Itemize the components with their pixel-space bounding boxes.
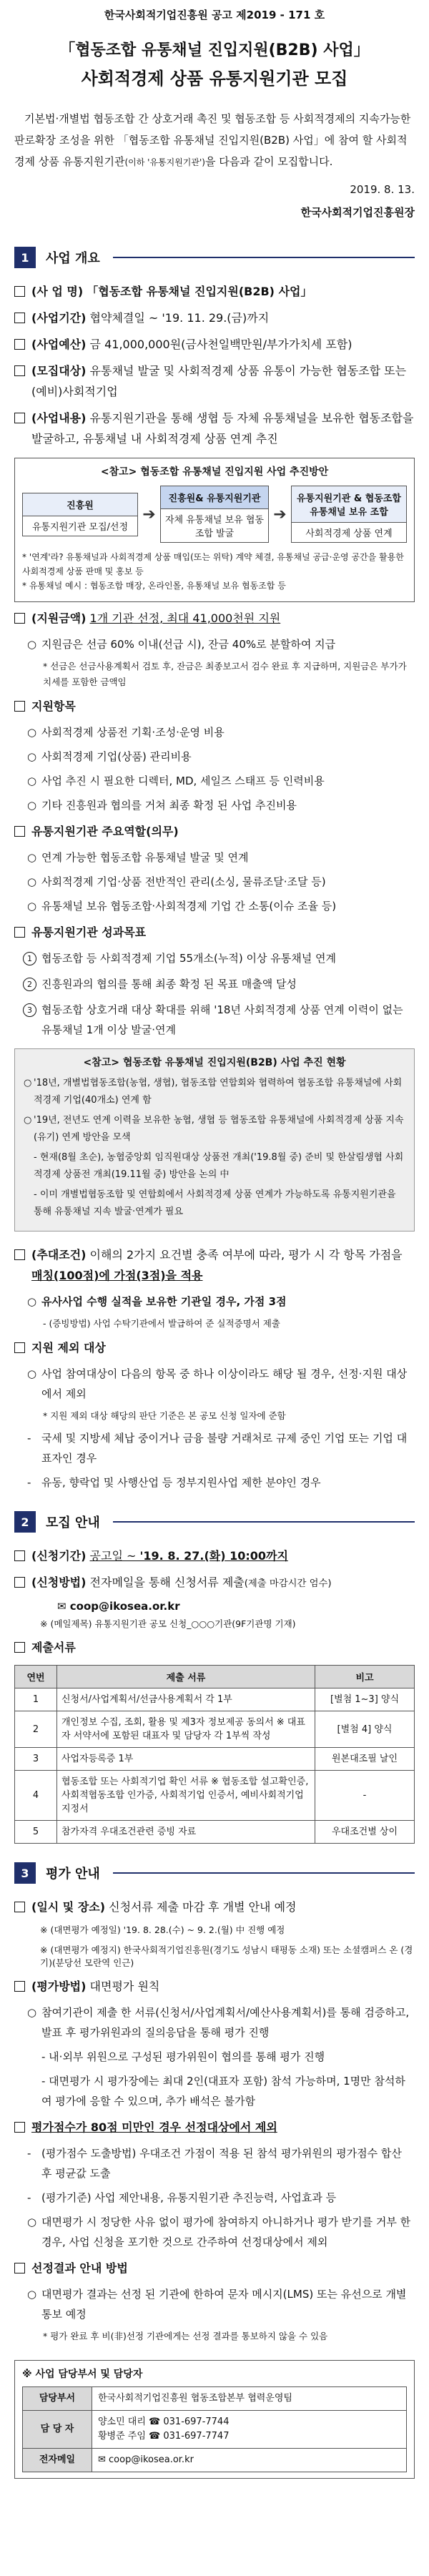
recruit-period: (신청기간) 공고일 ~ '19. 8. 27.(화) 10:00까지 xyxy=(14,1545,415,1566)
bullet-icon: ○ xyxy=(27,2288,37,2301)
table-header-row: 연번 제출 서류 비고 xyxy=(15,1666,415,1688)
eval-result: 선정결과 안내 방법 xyxy=(14,2258,415,2278)
restriction-item: - 국세 및 지방세 체납 중이거나 금융 불량 거래처로 규제 중인 기업 또는 기업 대표자인 경우 xyxy=(14,1428,415,1468)
notice-date: 2019. 8. 13. xyxy=(350,183,415,196)
checkbox-square-icon xyxy=(14,339,25,350)
bullet-icon: ○ xyxy=(27,1367,37,1380)
bullet-icon: ○ xyxy=(27,1295,37,1308)
bullet-icon: ○ xyxy=(27,799,37,812)
support-items: 지원항목 xyxy=(14,696,415,717)
intro-text-small: (이하 '유통지원기관') xyxy=(124,157,205,167)
bullet-icon: ○ xyxy=(24,1078,32,1088)
bullet-icon: - xyxy=(27,2191,31,2204)
checkbox-square-icon xyxy=(14,927,25,938)
recruit-email[interactable]: ✉ coop@ikosea.or.kr xyxy=(57,1600,180,1613)
bullet-icon: - xyxy=(27,1432,31,1445)
bullet-icon: - xyxy=(27,1476,31,1489)
bullet-icon: ○ xyxy=(27,851,37,864)
notice-number: 한국사회적기업진흥원 공고 제2019 - 171 호 xyxy=(104,9,325,21)
docs-table xyxy=(14,1665,415,1844)
eval-method-item: ○ 참여기관이 제출 한 서류(신청서/사업계획서/예산사용계획서)를 통해 검증하고, 발표 후 평가위원과의 질의응답을 통해 평가 진행 xyxy=(14,2002,415,2042)
bullet-icon: ○ xyxy=(27,2216,37,2228)
checkbox-square-icon xyxy=(14,2122,25,2133)
bullet-icon: ○ xyxy=(27,750,37,763)
section-number: 3 xyxy=(14,1862,36,1884)
checkbox-square-icon xyxy=(14,1902,25,1912)
eval-method-item: - 내·외부 위원으로 구성된 평가위원이 협의를 통해 평가 진행 xyxy=(41,2050,325,2063)
goal-item: 2 진흥원과의 협의를 통해 최종 확정 된 목표 매출액 달성 xyxy=(14,974,415,994)
diagram-flow xyxy=(22,486,407,543)
contact-box xyxy=(14,2360,415,2479)
eval-note: ※ (대면평가 예정일) '19. 8. 28.(수) ~ 9. 2.(월) 中 진행 예정 xyxy=(40,1924,285,1935)
recruit-method: (신청방법) 전자메일을 통해 신청서류 제출(제출 마감시간 엄수) xyxy=(14,1572,415,1594)
restriction-item: ○ 사업 참여대상이 다음의 항목 중 하나 이상이라도 해당 될 경우, 선정·지원 대상에서 제외 xyxy=(14,1364,415,1404)
intro-text-a: 기본법·개별법 협동조합 간 상호거래 촉진 및 협동조합 등 사회적경제의 지속가능한 판로확장 조성을 위한 「협동조합 유통채널 진입지원(B2B) 사업」에 참여 할 사회적경제 상품 유통지원기관 xyxy=(14,112,411,168)
table-row: 전자메일 ✉ coop@ikosea.or.kr xyxy=(23,2449,407,2472)
checkbox-square-icon xyxy=(14,286,25,297)
notice-title-line2: 사회적경제 상품 유통지원기관 모집 xyxy=(81,69,348,89)
eval-cutoff-item: ○ 대면평가 시 정당한 사유 없이 평가에 참여하지 아니하거나 평가 받기를 거부 한 경우, 사업 신청을 포기한 것으로 간주하여 선정대상에서 제외 xyxy=(14,2212,415,2252)
competition-note: - (증빙방법) 사업 수탁기관에서 발급하여 준 실적증명서 제출 xyxy=(43,1318,280,1329)
support-item: ○ 기타 진흥원과 협의를 거쳐 최종 확정 된 사업 추진비용 xyxy=(14,795,415,815)
overview-content: (사업내용) 유통지원기관을 통해 생협 등 자체 유통채널을 보유한 협동조합을 발굴하고, 유통채널 내 사회적경제 상품 연계 추진 xyxy=(14,408,415,449)
goals: 유통지원기관 성과목표 xyxy=(14,922,415,943)
diagram-node-2: 진흥원& 유통지원기관 자체 유통채널 보유 협동조합 발굴 xyxy=(160,486,269,543)
process-diagram xyxy=(14,458,415,602)
checkbox-square-icon xyxy=(14,613,25,624)
eval-method-item: - 대면평가 시 평가장에는 최대 2인(대표자 포함) 참석 가능하며, 1명만 참석하여 평가에 응할 수 있으며, 추가 배석은 불가함 xyxy=(41,2075,405,2108)
diagram-node-1: 진흥원 유통지원기관 모집/선정 xyxy=(22,493,138,536)
bullet-icon: ○ xyxy=(27,900,37,913)
section-rule xyxy=(113,257,415,258)
overview-budget: (사업예산) 금 41,000,000원(금사천일백만원/부가가치세 포함) xyxy=(14,334,415,355)
section-label: 모집 안내 xyxy=(46,1515,100,1530)
table-row: 4 협동조합 또는 사회적기업 확인 서류 ※ 협동조합 설고확인증, 사회적협동조합 인가증, 사회적기업 인증서, 예비사회적기업 지정서 - xyxy=(15,1771,415,1821)
table-row: 2 개인정보 수집, 조회, 활용 및 제3자 정보제공 동의서 ※ 대표자 서약서에 포함된 대표자 및 담당자 각 1부씩 작성 [별첨 4] 양식 xyxy=(15,1711,415,1748)
arrow-right-icon: ➔ xyxy=(142,505,156,523)
table-row: 1 신청서/사업계획서/선금사용계획서 각 1부 [별첨 1~3] 양식 xyxy=(15,1688,415,1711)
support-amount: (지원금액) 1개 기관 선정, 최대 41,000천원 지원 xyxy=(14,608,415,629)
contact-email[interactable]: ✉ coop@ikosea.or.kr xyxy=(92,2449,407,2472)
support-item: ○ 사업 추진 시 필요한 디렉터, MD, 세일즈 스태프 등 인력비용 xyxy=(14,771,415,791)
section-overview-header xyxy=(14,247,415,268)
bullet-icon: ○ xyxy=(27,875,37,888)
role-item: ○ 사회적경제 기업·상품 전반적인 관리(소싱, 물류조달·조달 등) xyxy=(14,872,415,892)
goal-item: 1 협동조합 등 사회적경제 기업 55개소(누적) 이상 유통채널 연계 xyxy=(14,948,415,968)
bullet-icon: ○ xyxy=(24,1115,32,1126)
docs-title: 제출서류 xyxy=(14,1637,415,1658)
eval-cutoff-item: - (평가기준) 사업 제안내용, 유통지원기관 추진능력, 사업효과 등 xyxy=(14,2188,415,2208)
eval-cutoff: 평가점수가 80점 미만인 경우 선정대상에서 제외 xyxy=(14,2117,415,2138)
diagram-node-3: 유통지원기관 & 협동조합 유통채널 보유 조합 사회적경제 상품 연계 xyxy=(291,486,407,543)
checkbox-square-icon xyxy=(14,2263,25,2273)
restriction-item: - 유동, 향락업 및 사행산업 등 정부지원사업 제한 분야인 경우 xyxy=(14,1473,415,1493)
checkbox-square-icon xyxy=(14,313,25,323)
eval-result-item: ○ 대면평가 결과는 선정 된 기관에 한하여 문자 메시지(LMS) 또는 유선으로 개별 통보 예정 xyxy=(14,2284,415,2324)
section-number: 2 xyxy=(14,1511,36,1533)
section-rule xyxy=(113,1521,415,1523)
checkbox-square-icon xyxy=(14,1550,25,1561)
eval-when: (일시 및 장소) 신청서류 제출 마감 후 개별 안내 예정 xyxy=(14,1897,415,1917)
bullet-icon: ○ xyxy=(27,726,37,739)
intro-paragraph xyxy=(14,108,415,173)
eval-result-note: * 평가 완료 후 비(非)선정 기관에게는 선정 결과를 통보하지 않을 수 있음 xyxy=(43,2331,328,2341)
role-item: ○ 유통채널 보유 협동조합·사회적경제 기업 간 소통(이슈 조율 등) xyxy=(14,896,415,916)
table-row: 3 사업자등록증 1부 원본대조필 날인 xyxy=(15,1748,415,1771)
checkbox-square-icon xyxy=(14,1577,25,1588)
checkbox-square-icon xyxy=(14,826,25,837)
circled-number-icon: 1 xyxy=(23,952,36,965)
checkbox-square-icon xyxy=(14,701,25,712)
eval-method: (평가방법) 대면평가 원칙 xyxy=(14,1976,415,1997)
diagram-notes: * '연계'라? 유통채널과 사회적경제 상품 매입(또는 위탁) 계약 체결, 유통채널 공급·운영 공간을 활용한 사회적경제 상품 판매 및 홍보 등 * 유통채널 예시 : 협동조합 매장, 온라인몰, 유통채널 보유 협동조합 등 xyxy=(22,552,404,591)
reference-box: <참고> 협동조합 유통채널 진입지원(B2B) 사업 추진 현황 ○ '18년, 개별법협동조합(농협, 생협), 협동조합 연합회와 협력하여 협동조합 유통채널에 사회적경제 기업(40개소) 연계 함 ○ '19년, 전년도 연계 이력을 보유한 농협, 생협 등 협동조합 유통채널에 사회적경제 상품 지속(유기) 연계 방안을 모색 - 현재(8월 초순), 농협중앙회 임직원대상 상품전 개최('19.8월 중) 준비 및 한살림생협 사회적경제 상품전 개최(19.11월 중) 방안을 논의 中 - 이미 개별법협동조합 및 연합회에서 사회적경제 상품 연계가 가능하도록 유통지원기관을 통해 유통채널 지속 발굴·연계가 필요 xyxy=(14,1048,415,1232)
restrictions: 지원 제외 대상 xyxy=(14,1337,415,1358)
section-label: 평가 안내 xyxy=(46,1867,100,1882)
eval-cutoff-item: - (평가점수 도출방법) 우대조건 가점이 적용 된 참석 평가위원의 평가점수 합산 후 평균값 도출 xyxy=(14,2143,415,2183)
section-recruit-header xyxy=(14,1511,415,1533)
overview-name: (사 업 명) 「협동조합 유통채널 진입지원(B2B) 사업」 xyxy=(14,281,415,302)
overview-period: (사업기간) 협약체결일 ~ '19. 11. 29.(금)까지 xyxy=(14,308,415,328)
bullet-icon: ○ xyxy=(27,638,37,651)
support-note: * 선금은 선금사용계획서 검토 후, 잔금은 최종보고서 검수 완료 후 지급하며, 지원금은 부가가치세를 포함한 금액임 xyxy=(43,661,407,687)
checkbox-square-icon xyxy=(14,413,25,423)
support-item: ○ 사회적경제 기업(상품) 관리비용 xyxy=(14,747,415,767)
table-row: 5 참가자격 우대조건관련 증빙 자료 우대조건별 상이 xyxy=(15,1821,415,1844)
table-row: 담당부서 한국사회적기업진흥원 협동조합본부 협력운영팀 xyxy=(23,2387,407,2411)
arrow-right-icon: ➔ xyxy=(273,505,287,523)
bullet-icon: ○ xyxy=(27,775,37,787)
role-item: ○ 연계 가능한 협동조합 유통채널 발굴 및 연계 xyxy=(14,847,415,867)
bullet-icon: - xyxy=(27,2147,31,2160)
checkbox-square-icon xyxy=(14,1981,25,1992)
checkbox-square-icon xyxy=(14,1342,25,1353)
overview-target: (모집대상) 유통채널 발굴 및 사회적경제 상품 유통이 가능한 협동조합 또는 (예비)사회적기업 xyxy=(14,360,415,402)
competition-sub: ○ 유사사업 수행 실적을 보유한 기관일 경우, 가점 3점 xyxy=(14,1292,415,1312)
support-sub: ○ 지원금은 선금 60% 이내(선급 시), 잔금 40%로 분할하여 지급 xyxy=(14,634,415,654)
competition: (추대조건) 이해의 2가지 요건별 충족 여부에 따라, 평가 시 각 항목 가점을 매칭(100점)에 가점(3점)을 적용 xyxy=(14,1244,415,1286)
bullet-icon: ○ xyxy=(27,2006,37,2019)
contact-table xyxy=(22,2386,407,2472)
circled-number-icon: 3 xyxy=(23,1003,36,1017)
contact-title: ※ 사업 담당부서 및 담당자 xyxy=(22,2369,143,2380)
goal-item: 3 협동조합 상호거래 대상 확대를 위해 '18년 사회적경제 상품 연계 이력이 없는 유통채널 1개 이상 발굴·연계 xyxy=(14,1000,415,1040)
restriction-note: * 지원 제외 대상 해당의 판단 기준은 본 공모 신청 일자에 준함 xyxy=(43,1410,286,1421)
circled-number-icon: 2 xyxy=(23,978,36,991)
diagram-title: <참고> 협동조합 유통채널 진입지원 사업 추진방안 xyxy=(100,466,329,478)
roles: 유통지원기관 주요역할(의무) xyxy=(14,821,415,842)
checkbox-square-icon xyxy=(14,365,25,376)
table-row: 담 당 자 양소민 대리 ☎ 031-697-7744 황병준 주임 ☎ 031-697-7747 xyxy=(23,2411,407,2449)
section-label: 사업 개요 xyxy=(46,251,100,266)
eval-note: ※ (대면평가 예정지) 한국사회적기업진흥원(경기도 성남시 태평동 소재) 또는 소셜캠퍼스 온 (경기)(분당선 모란역 인근) xyxy=(40,1945,413,1968)
notice-page xyxy=(14,0,415,2479)
notice-title-line1: 「협동조합 유통채널 진입지원(B2B) 사업」 xyxy=(59,41,370,59)
section-number: 1 xyxy=(14,247,36,268)
checkbox-square-icon xyxy=(14,1642,25,1653)
recruit-mail-note: ※ (메일제목) 유통지원기관 공모 신청_○○○기관(9F기관명 기재) xyxy=(40,1618,296,1629)
section-rule xyxy=(113,1872,415,1874)
checkbox-square-icon xyxy=(14,1249,25,1260)
notice-org: 한국사회적기업진흥원장 xyxy=(300,206,415,219)
section-eval-header xyxy=(14,1862,415,1884)
intro-text-b: 을 다음과 같이 모집합니다. xyxy=(204,155,333,168)
support-item: ○ 사회적경제 상품전 기획·조성·운영 비용 xyxy=(14,722,415,742)
